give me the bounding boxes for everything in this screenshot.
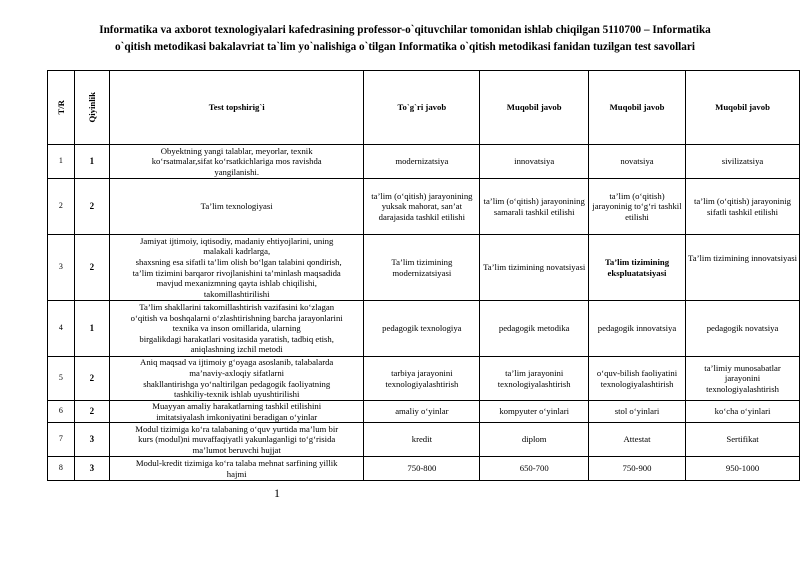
correct-answer: amaliy o‘yinlar <box>364 401 480 423</box>
question-text: Ta’lim shakllarini takomillashtirish vazifasini ko‘zlagan o‘qitish va boshqalarni o‘zlashtirishning barcha jarayonlarini texnika va inson omillarida, ularning birgalikdagi harakatlari vositasida yaratish, tadbiq etish, aniqlashning izchil metodi <box>110 301 364 357</box>
table-row <box>48 235 800 301</box>
alt-answer-2: 750-900 <box>588 457 685 481</box>
question-text: Aniq maqsad va ijtimoiy g‘oyaga asoslanib, talabalarda ma’naviy-axloqiy sifatlarni shakllantirishga yo‘naltirilgan pedagogik faoliyatning tashkiliy-texnik ishlab uyushtirilishi <box>110 357 364 401</box>
row-number: 4 <box>48 301 75 357</box>
difficulty-level: 1 <box>74 301 109 357</box>
header-row <box>48 71 800 145</box>
difficulty-level: 3 <box>74 423 109 457</box>
header-level: Qiyinlik <box>74 71 109 145</box>
question-text: Modul-kredit tizimiga ko‘ra talaba mehnat sarfining yillik hajmi <box>110 457 364 481</box>
difficulty-level: 2 <box>74 401 109 423</box>
difficulty-level: 2 <box>74 179 109 235</box>
correct-answer: 750-800 <box>364 457 480 481</box>
alt-answer-1: pedagogik metodika <box>480 301 589 357</box>
question-text: Ta’lim texnologiyasi <box>110 179 364 235</box>
alt-answer-3: Sertifikat <box>686 423 800 457</box>
header-correct: To`g`ri javob <box>364 71 480 145</box>
correct-answer: tarbiya jarayonini texnologiyalashtirish <box>364 357 480 401</box>
correct-answer: Ta’lim tizimining modernizatsiyasi <box>364 235 480 301</box>
document-title <box>60 22 750 56</box>
alt-answer-2: o‘quv-bilish faoliyatini texnologiyalashtirish <box>588 357 685 401</box>
alt-answer-1: Ta’lim tizimining novatsiyasi <box>480 235 589 301</box>
page-number: 1 <box>274 486 280 500</box>
alt-answer-2: stol o‘yinlari <box>588 401 685 423</box>
alt-answer-3: 950-1000 <box>686 457 800 481</box>
test-questions-table <box>47 70 800 481</box>
alt-answer-3: ko‘cha o‘yinlari <box>686 401 800 423</box>
table-row <box>48 457 800 481</box>
difficulty-level: 2 <box>74 235 109 301</box>
row-number: 5 <box>48 357 75 401</box>
alt-answer-1: 650-700 <box>480 457 589 481</box>
question-text: Muayyan amaliy harakatlarning tashkil etilishini imitatsiyalash imkoniyatini beradigan o‘yinlar <box>110 401 364 423</box>
question-text: Jamiyat ijtimoiy, iqtisodiy, madaniy ehtiyojlarini, uning malakali kadrlarga, shaxsning esa sifatli ta’lim olish bo‘lgan talabini qondirish, ta’lim tizimini barqaror rivojlanishini ta’minlash maqsadida mavjud mexanizmning qayta ishlab chiqilishi, takomillashtirilishi <box>110 235 364 301</box>
table-row <box>48 145 800 179</box>
alt-answer-2: ta’lim (o‘qitish) jarayoninig to‘g‘ri tashkil etilishi <box>588 179 685 235</box>
alt-answer-2: Attestat <box>588 423 685 457</box>
correct-answer: kredit <box>364 423 480 457</box>
header-task: Test topshirig`i <box>110 71 364 145</box>
difficulty-level: 3 <box>74 457 109 481</box>
alt-answer-1: kompyuter o‘yinlari <box>480 401 589 423</box>
header-alt2: Muqobil javob <box>588 71 685 145</box>
alt-answer-1: diplom <box>480 423 589 457</box>
table-row <box>48 357 800 401</box>
alt-answer-3: ta’lim (o‘qitish) jarayoninig sifatli tashkil etilishi <box>686 179 800 235</box>
difficulty-level: 1 <box>74 145 109 179</box>
row-number: 3 <box>48 235 75 301</box>
header-tr: T/R <box>48 71 75 145</box>
alt-answer-3: ta’limiy munosabatlar jarayonini texnologiyalashtirish <box>686 357 800 401</box>
alt-answer-3: sivilizatsiya <box>686 145 800 179</box>
table-row <box>48 423 800 457</box>
header-alt1: Muqobil javob <box>480 71 589 145</box>
alt-answer-2: novatsiya <box>588 145 685 179</box>
correct-answer: pedagogik texnologiya <box>364 301 480 357</box>
row-number: 1 <box>48 145 75 179</box>
alt-answer-1: ta’lim jarayonini texnologiyalashtirish <box>480 357 589 401</box>
alt-answer-3: Ta’lim tizimining innovatsiyasi <box>686 235 800 301</box>
correct-answer: modernizatsiya <box>364 145 480 179</box>
table-row <box>48 301 800 357</box>
title-line-2: o`qitish metodikasi bakalavriat ta`lim yo`nalishiga o`tilgan Informatika o`qitish metodikasi fanidan tuzilgan test savollari <box>115 41 695 53</box>
table-row <box>48 401 800 423</box>
row-number: 8 <box>48 457 75 481</box>
question-text: Modul tizimiga ko‘ra talabaning o‘quv yurtida ma’lum bir kurs (modul)ni muvaffaqiyatli yakunlaganligi to‘g‘risida ma’lumot beruvchi hujjat <box>110 423 364 457</box>
alt-answer-2: Ta’lim tizimining ekspluatatsiyasi <box>588 235 685 301</box>
alt-answer-3: pedagogik novatsiya <box>686 301 800 357</box>
row-number: 6 <box>48 401 75 423</box>
alt-answer-1: ta’lim (o‘qitish) jarayonining samarali tashkil etilishi <box>480 179 589 235</box>
question-text: Obyektning yangi talablar, meyorlar, texnik ko‘rsatmalar,sifat ko‘rsatkichlariga mos ravishda yangilanishi. <box>110 145 364 179</box>
header-alt3: Muqobil javob <box>686 71 800 145</box>
table-row <box>48 179 800 235</box>
alt-answer-2: pedagogik innovatsiya <box>588 301 685 357</box>
alt-answer-1: innovatsiya <box>480 145 589 179</box>
difficulty-level: 2 <box>74 357 109 401</box>
row-number: 2 <box>48 179 75 235</box>
correct-answer: ta’lim (o‘qitish) jarayonining yuksak mahorat, san’at darajasida tashkil etilishi <box>364 179 480 235</box>
row-number: 7 <box>48 423 75 457</box>
title-line-1: Informatika va axborot texnologiyalari kafedrasining professor-o`qituvchilar tomonidan ishlab chiqilgan 5110700 – Informatika <box>99 24 711 36</box>
